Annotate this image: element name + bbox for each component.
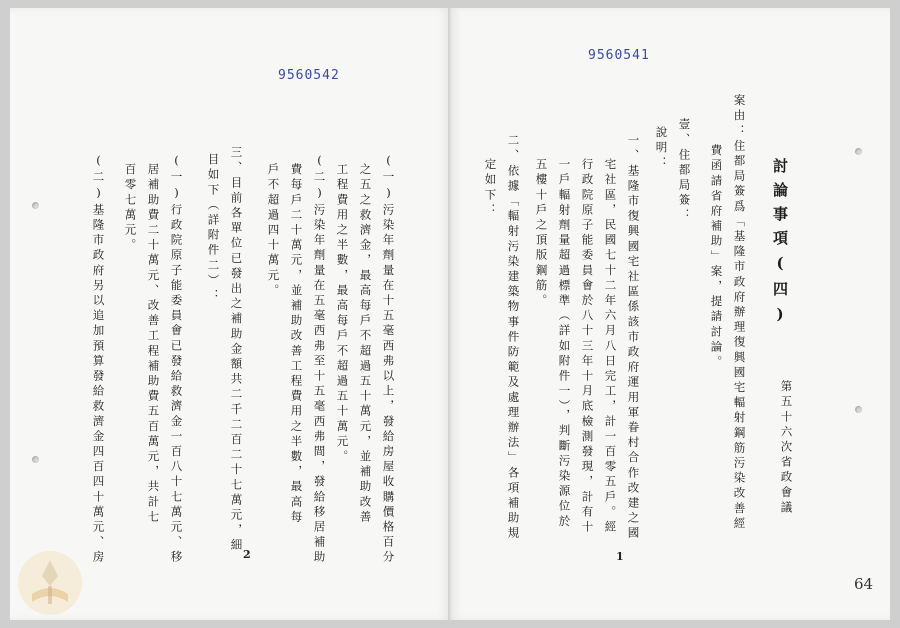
text-column: 案由：住都局簽爲「基隆市政府辦理復興國宅輻射鋼筋污染改善經 xyxy=(732,94,747,532)
text-column: (一)行政院原子能委員會已發給救濟金一百八十七萬元、移 xyxy=(169,153,184,566)
text-column: (二)污染年劑量在五毫西弗至十五毫西弗間，發給移居補助 xyxy=(312,153,327,566)
binding-hole xyxy=(32,202,39,209)
section-title: 討論事項(四) xyxy=(771,158,789,332)
text-column: 費每戶二十萬元，並補助改善工程費用之半數，最高每 xyxy=(289,163,304,526)
right-page xyxy=(450,8,890,620)
text-column: 說明： xyxy=(654,126,669,172)
document-stamp-left: 9560542 xyxy=(278,68,340,83)
text-column: 五樓十戶之頂版鋼筋。 xyxy=(534,158,549,309)
binding-hole xyxy=(32,456,39,463)
text-column: 戶不超過四十萬元。 xyxy=(266,163,281,299)
book-gutter xyxy=(448,8,452,620)
text-column: 費函請省府補助」案，提請討論。 xyxy=(709,144,724,371)
meeting-label: 第五十六次省政會議 xyxy=(779,380,794,516)
document-stamp-right: 9560541 xyxy=(588,48,650,63)
text-column: 工程費用之半數，最高每戶不超過五十萬元。 xyxy=(335,163,350,465)
folio-number: 64 xyxy=(854,575,874,593)
text-column: 三、目前各單位已發出之補助金額共二千二百二十七萬元，細 xyxy=(229,146,244,554)
page-number-right: 1 xyxy=(616,550,624,563)
text-column: (一)污染年劑量在十五毫西弗以上，發給房屋收購價格百分 xyxy=(381,153,396,566)
page-number-left: 2 xyxy=(243,548,251,561)
text-column: 目如下（詳附件二）： xyxy=(206,153,221,304)
text-column: 之五之救濟金，最高每戶不超過五十萬元，並補助改善 xyxy=(358,163,373,526)
text-column: 一、基隆市復興國宅社區係該市政府運用軍眷村合作改建之國 xyxy=(626,134,641,542)
text-column: (二)基隆市政府另以追加預算發給救濟金四百四十萬元、房 xyxy=(91,153,106,566)
binding-hole xyxy=(855,406,862,413)
left-page xyxy=(10,8,450,620)
text-column: 一戶輻射劑量超過標準（詳如附件一），判斷污染源位於 xyxy=(557,158,572,530)
text-column: 行政院原子能委員會於八十三年十月底檢測發現，計有十 xyxy=(580,158,595,536)
text-column: 壹、住都局簽： xyxy=(677,118,692,224)
text-column: 百零七萬元。 xyxy=(123,163,138,254)
text-column: 二、依據「輻射污染建築物事件防範及處理辦法」各項補助規 xyxy=(506,134,521,542)
text-column: 居補助費二十萬元、改善工程補助費五百萬元，共計七 xyxy=(146,163,161,526)
text-column: 定如下： xyxy=(483,158,498,219)
text-column: 宅社區，民國七十二年六月八日完工，計一百零五戶。經 xyxy=(603,158,618,536)
document-spread xyxy=(10,8,890,620)
binding-hole xyxy=(855,148,862,155)
library-watermark-logo xyxy=(14,546,86,620)
